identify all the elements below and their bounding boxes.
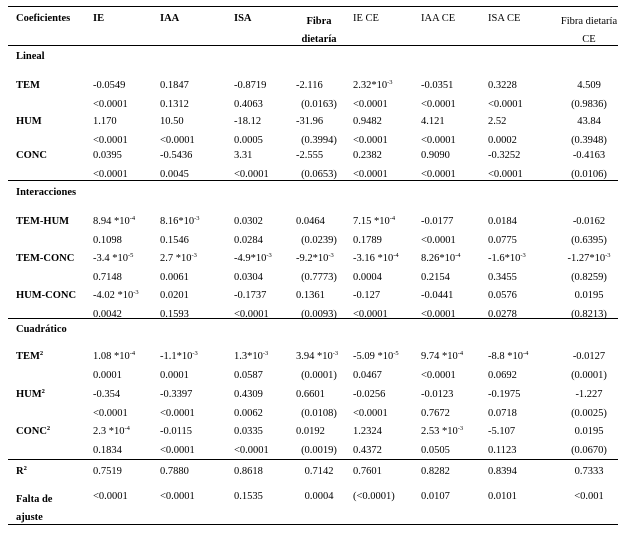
r2-value: 0.7601 <box>353 466 382 477</box>
row-label: CONC <box>16 150 47 161</box>
coef-value: -0.0256 <box>353 389 386 400</box>
coef-value: 0.0201 <box>160 290 189 301</box>
coef-value: 0.9482 <box>353 116 382 127</box>
p-value: 0.0061 <box>160 272 189 283</box>
row-label: TEM-CONC <box>16 253 75 264</box>
coef-value: 9.74 $*10^{-4}$ <box>421 350 464 362</box>
p-value: (0.7773) <box>301 272 337 283</box>
p-value: <0.0001 <box>234 169 269 180</box>
coef-value: $-9.2*10^{-3}$ <box>296 252 334 264</box>
r2-value: 0.8394 <box>488 466 517 477</box>
coef-value: -2.116 <box>296 80 323 91</box>
r2-value: 0.7333 <box>574 466 604 477</box>
column-header: Fibra dietaría <box>301 16 337 45</box>
coef-value: $-1.27*10^{-3}$ <box>567 252 611 264</box>
lack-of-fit-label: Falta de ajuste <box>16 494 53 523</box>
p-value: 0.0062 <box>234 408 263 419</box>
p-value: (0.3948) <box>571 135 607 146</box>
r2-value: 0.7519 <box>93 466 122 477</box>
p-value: (0.0001) <box>571 370 607 381</box>
column-header: IAA CE <box>421 13 456 24</box>
p-value: 0.1312 <box>160 99 189 110</box>
coef-value: -5.107 <box>488 426 516 437</box>
p-value: (0.8213) <box>571 309 607 320</box>
p-value: 0.0278 <box>488 309 517 320</box>
coef-value: $8.16*10^{-3}$ <box>160 215 200 227</box>
p-value: (0.0670) <box>571 445 607 456</box>
p-value: 0.0045 <box>160 169 189 180</box>
r2-value: 0.7880 <box>160 466 189 477</box>
p-value: (0.0108) <box>301 408 337 419</box>
coef-value: $8.26*10^{-4}$ <box>421 252 461 264</box>
p-value: 0.0005 <box>234 135 263 146</box>
coef-value: 0.0464 <box>296 216 325 227</box>
lack-of-fit-value: 0.0004 <box>304 491 334 502</box>
p-value: <0.0001 <box>488 99 523 110</box>
column-header: ISA CE <box>488 13 521 24</box>
coef-value: -0.0127 <box>572 351 606 362</box>
p-value: (0.0239) <box>301 235 337 246</box>
coef-value: 0.6601 <box>296 389 325 400</box>
p-value: (0.8259) <box>571 272 607 283</box>
coef-value: -0.3252 <box>488 150 521 161</box>
lack-of-fit-value: 0.1535 <box>234 491 263 502</box>
p-value: (0.0163) <box>301 99 337 110</box>
coef-value: 0.0195 <box>574 290 604 301</box>
p-value: 0.4063 <box>234 99 263 110</box>
coef-value: -0.0441 <box>421 290 454 301</box>
coef-value: 2.53 $*10^{-3}$ <box>421 425 464 437</box>
p-value: 0.3455 <box>488 272 517 283</box>
p-value: <0.0001 <box>421 135 456 146</box>
p-value: 0.0284 <box>234 235 263 246</box>
p-value: <0.0001 <box>421 235 456 246</box>
coef-value: -0.0162 <box>572 216 606 227</box>
coef-value: 0.0335 <box>234 426 263 437</box>
coef-value: 0.0195 <box>574 426 604 437</box>
r2-value: 0.7142 <box>304 466 334 477</box>
p-value: 0.1593 <box>160 309 189 320</box>
p-value: 0.2154 <box>421 272 450 283</box>
coef-value: -0.8719 <box>234 80 267 91</box>
coef-value: 10.50 <box>160 116 184 127</box>
coef-value: -0.5436 <box>160 150 193 161</box>
row-label: HUM-CONC <box>16 290 77 301</box>
section-label: Interacciones <box>16 187 77 198</box>
p-value: 0.0587 <box>234 370 263 381</box>
lack-of-fit-value: (<0.0001) <box>353 491 395 502</box>
coef-value: -0.127 <box>353 290 381 301</box>
coef-value: 0.2382 <box>353 150 382 161</box>
coef-value: -1.227 <box>575 389 603 400</box>
row-label: TEM$^2$ <box>16 350 44 362</box>
p-value: (0.0106) <box>571 169 607 180</box>
p-value: 0.7672 <box>421 408 450 419</box>
coef-value: -0.4163 <box>572 150 606 161</box>
p-value: 0.0001 <box>93 370 122 381</box>
coef-value: 0.0192 <box>296 426 325 437</box>
coef-value: 1.2324 <box>353 426 382 437</box>
p-value: <0.0001 <box>421 309 456 320</box>
r2-label: $R^2$ <box>16 465 27 477</box>
coef-value: 2.52 <box>488 116 507 127</box>
section-label: Lineal <box>16 51 45 62</box>
column-header: IE CE <box>353 13 379 24</box>
row-label: HUM$^2$ <box>16 388 45 400</box>
p-value: <0.0001 <box>93 408 128 419</box>
p-value: <0.0001 <box>353 408 388 419</box>
p-value: (0.9836) <box>571 99 607 110</box>
coef-value: 43.84 <box>577 116 601 127</box>
coef-value: -0.0177 <box>421 216 454 227</box>
coef-value: 3.31 <box>234 150 253 161</box>
coef-value: $-1.1*10^{-3}$ <box>160 350 198 362</box>
p-value: <0.0001 <box>234 309 269 320</box>
coef-value: 0.1847 <box>160 80 189 91</box>
p-value: 0.1098 <box>93 235 122 246</box>
coef-value: 1.08 $*10^{-4}$ <box>93 350 136 362</box>
p-value: <0.0001 <box>234 445 269 456</box>
row-label: TEM <box>16 80 40 91</box>
lack-of-fit-value: 0.0101 <box>488 491 517 502</box>
p-value: <0.0001 <box>93 135 128 146</box>
coef-value: 2.7 $*10^{-3}$ <box>160 252 197 264</box>
p-value: <0.0001 <box>353 169 388 180</box>
section-label: Cuadrático <box>16 324 67 335</box>
coef-value: -3.16 $*10^{-4}$ <box>353 252 399 264</box>
p-value: (0.0001) <box>301 370 337 381</box>
coef-value: 0.0184 <box>488 216 517 227</box>
p-value: <0.0001 <box>421 169 456 180</box>
column-header: IE <box>93 13 105 24</box>
p-value: <0.0001 <box>421 370 456 381</box>
coef-value: 0.0395 <box>93 150 122 161</box>
coef-value: 0.9090 <box>421 150 450 161</box>
coef-value: 8.94 $*10^{-4}$ <box>93 215 136 227</box>
column-header: Coeficientes <box>16 13 71 24</box>
coef-value: 7.15 $*10^{-4}$ <box>353 215 396 227</box>
row-label: TEM-HUM <box>16 216 70 227</box>
p-value: (0.0025) <box>571 408 607 419</box>
p-value: (0.3994) <box>301 135 337 146</box>
p-value: 0.0004 <box>353 272 382 283</box>
coef-value: -0.1975 <box>488 389 521 400</box>
coef-value: -0.0115 <box>160 426 192 437</box>
coef-value: -0.1737 <box>234 290 267 301</box>
row-label: HUM <box>16 116 42 127</box>
coef-value: -5.09 $*10^{-5}$ <box>353 350 399 362</box>
coef-value: -0.0123 <box>421 389 454 400</box>
coef-value: 0.1361 <box>296 290 325 301</box>
p-value: (0.0019) <box>301 445 337 456</box>
p-value: 0.0505 <box>421 445 450 456</box>
table-rule <box>8 6 618 7</box>
p-value: 0.0775 <box>488 235 517 246</box>
coef-value: -18.12 <box>234 116 262 127</box>
coef-value: -3.4 $*10^{-5}$ <box>93 252 134 264</box>
coef-value: $2.32*10^{-3}$ <box>353 79 393 91</box>
p-value: (0.6395) <box>571 235 607 246</box>
p-value: <0.0001 <box>93 99 128 110</box>
coef-value: -31.96 <box>296 116 324 127</box>
p-value: 0.0001 <box>160 370 189 381</box>
p-value: 0.0042 <box>93 309 122 320</box>
column-header: Fibra dietaría CE <box>560 16 618 45</box>
p-value: 0.1546 <box>160 235 189 246</box>
coef-value: 0.4309 <box>234 389 263 400</box>
p-value: 0.0718 <box>488 408 517 419</box>
p-value: 0.1834 <box>93 445 122 456</box>
p-value: <0.0001 <box>93 169 128 180</box>
column-header: ISA <box>234 13 252 24</box>
p-value: 0.7148 <box>93 272 122 283</box>
p-value: <0.0001 <box>421 99 456 110</box>
coef-value: 0.3228 <box>488 80 517 91</box>
coef-value: -0.354 <box>93 389 121 400</box>
p-value: <0.0001 <box>353 309 388 320</box>
coef-value: 4.509 <box>577 80 601 91</box>
table-rule <box>8 459 618 460</box>
column-header: IAA <box>160 13 180 24</box>
coef-value: 0.0576 <box>488 290 517 301</box>
p-value: 0.1123 <box>488 445 517 456</box>
lack-of-fit-value: <0.001 <box>574 491 604 502</box>
p-value: 0.1789 <box>353 235 382 246</box>
coef-value: 2.3 $*10^{-4}$ <box>93 425 130 437</box>
p-value: <0.0001 <box>353 135 388 146</box>
coef-value: -0.0549 <box>93 80 126 91</box>
p-value: (0.0093) <box>301 309 337 320</box>
coef-value: -0.0351 <box>421 80 454 91</box>
row-label: CONC$^2$ <box>16 425 51 437</box>
coef-value: 1.170 <box>93 116 117 127</box>
p-value: 0.0002 <box>488 135 517 146</box>
coef-value: $1.3*10^{-3}$ <box>234 350 269 362</box>
p-value: <0.0001 <box>160 408 195 419</box>
lack-of-fit-value: <0.0001 <box>160 491 195 502</box>
p-value: 0.4372 <box>353 445 382 456</box>
coef-value: 3.94 $*10^{-3}$ <box>296 350 339 362</box>
coef-value: 4.121 <box>421 116 445 127</box>
p-value: <0.0001 <box>160 135 195 146</box>
p-value: (0.0653) <box>301 169 337 180</box>
r2-value: 0.8282 <box>421 466 450 477</box>
lack-of-fit-value: 0.0107 <box>421 491 450 502</box>
p-value: <0.0001 <box>353 99 388 110</box>
coef-value: -0.3397 <box>160 389 193 400</box>
coef-value: $-1.6*10^{-3}$ <box>488 252 526 264</box>
p-value: <0.0001 <box>160 445 195 456</box>
coef-value: -8.8 $*10^{-4}$ <box>488 350 529 362</box>
p-value: 0.0467 <box>353 370 382 381</box>
table-rule <box>8 524 618 525</box>
p-value: 0.0692 <box>488 370 517 381</box>
p-value: <0.0001 <box>488 169 523 180</box>
p-value: 0.0304 <box>234 272 263 283</box>
lack-of-fit-value: <0.0001 <box>93 491 128 502</box>
coef-value: 0.0302 <box>234 216 263 227</box>
r2-value: 0.8618 <box>234 466 263 477</box>
coef-value: -4.02 $*10^{-3}$ <box>93 289 139 301</box>
coef-value: -2.555 <box>296 150 324 161</box>
coef-value: $-4.9*10^{-3}$ <box>234 252 272 264</box>
